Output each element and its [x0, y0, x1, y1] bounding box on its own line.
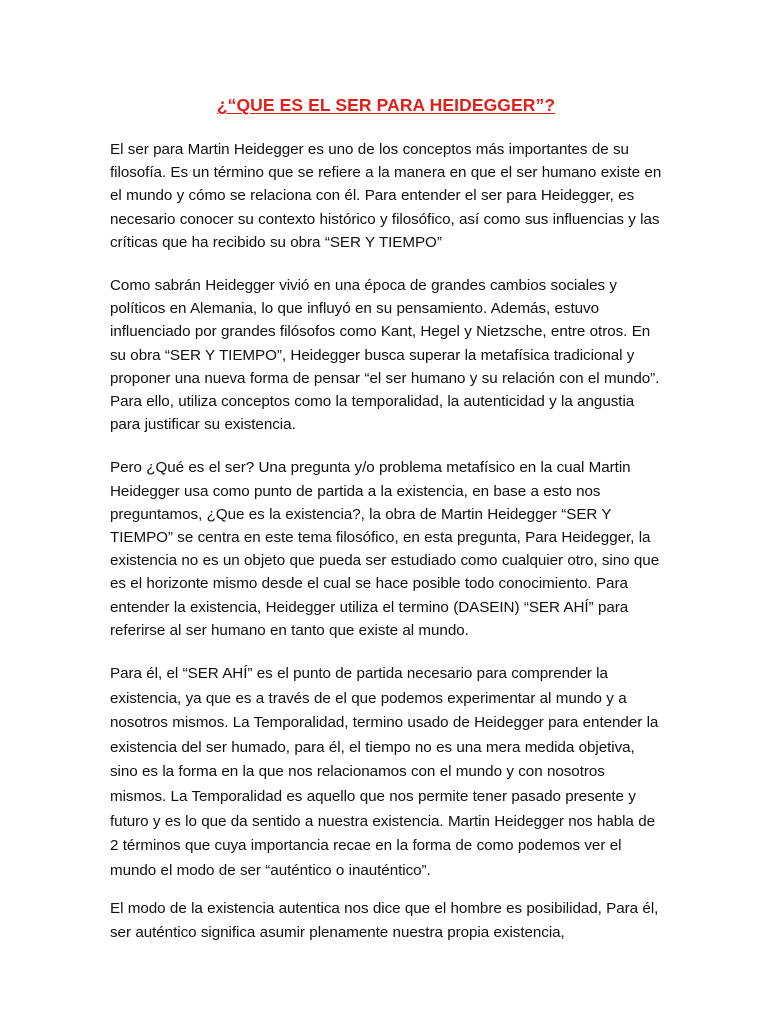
paragraph-4: Para él, el “SER AHÍ” es el punto de partida necesario para comprender la existencia, ya que es a través de el que podemos experimentar al mundo y a nosotros mismos. La Temporalidad, termino usado de Heidegger para entender la existencia del ser humado, para él, el tiempo no es una mera medida objetiva, sino es la forma en la que nos relacionamos con el mundo y con nosotros mismos. La Temporalidad es aquello que nos permite tener pasado presente y futuro y es lo que da sentido a nuestra existencia. Martin Heidegger nos habla de 2 términos que cuya importancia recae en la forma de como podemos ver el mundo el modo de ser “auténtico o inauténtico”. [110, 665, 659, 879]
paragraph-1: El ser para Martin Heidegger es uno de los conceptos más importantes de su filosofía. Es un término que se refiere a la manera en que el ser humano existe en el mundo y cómo se relaciona con él. Para entender el ser para Heidegger, es necesario conocer su contexto histórico y filosófico, así como sus influencias y las críticas que ha recibido su obra “SER Y TIEMPO” [110, 141, 662, 251]
document-title: ¿“QUE ES EL SER PARA HEIDEGGER”? [216, 95, 556, 115]
paragraph-2: Como sabrán Heidegger vivió en una época de grandes cambios sociales y políticos en Alemania, lo que influyó en su pensamiento. Además, estuvo influenciado por grandes filósofos como Kant, Hegel y Nietzsche, entre otros. En su obra “SER Y TIEMPO”, Heidegger busca superar la metafísica tradicional y proponer una nueva forma de pensar “el ser humano y su relación con el mundo”. Para ello, utiliza conceptos como la temporalidad, la autenticidad y la angustia para justificar su existencia. [110, 277, 660, 434]
paragraph-5: El modo de la existencia autentica nos dice que el hombre es posibilidad, Para él, ser auténtico significa asumir plenamente nuestra propia existencia, [110, 900, 659, 942]
paragraph-3: Pero ¿Qué es el ser? Una pregunta y/o problema metafísico en la cual Martin Heidegger usa como punto de partida a la existencia, en base a esto nos preguntamos, ¿Que es la existencia?, la obra de Martin Heidegger “SER Y TIEMPO” se centra en este tema filosófico, en esta pregunta, Para Heidegger, la existencia no es un objeto que pueda ser estudiado como cualquier otro, sino que es el horizonte mismo desde el cual se hace posible todo conocimiento. Para entender la existencia, Heidegger utiliza el termino (DASEIN) “SER AHÍ” para referirse al ser humano en tanto que existe al mundo. [110, 459, 660, 639]
